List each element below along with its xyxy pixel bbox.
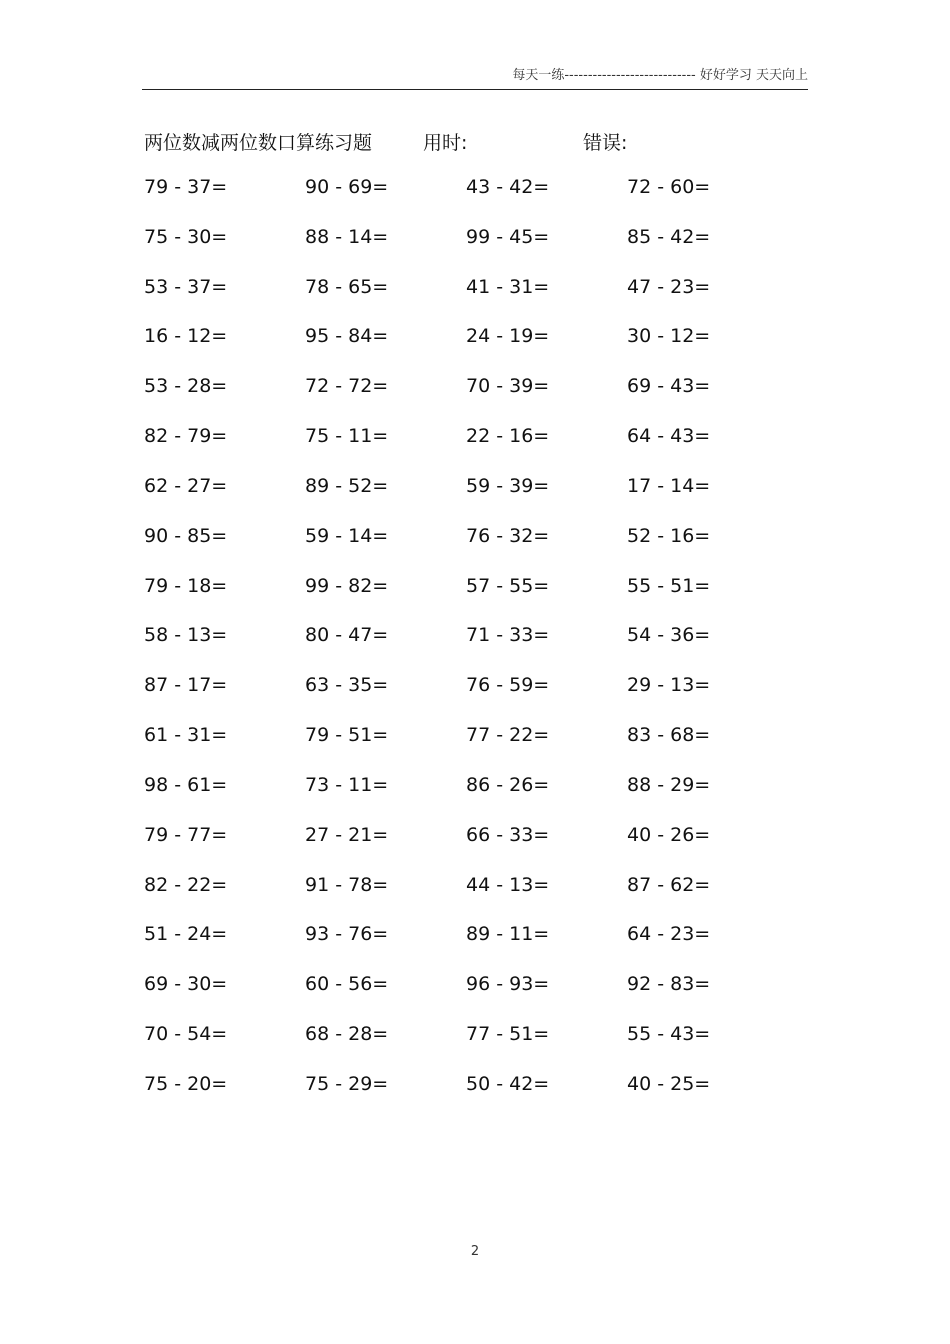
- problem-item: 63 - 35=: [305, 674, 389, 697]
- problem-row: [0, 824, 950, 874]
- page-header: [142, 64, 808, 88]
- errors-label: 错误:: [583, 132, 628, 154]
- problem-item: 70 - 54=: [144, 1023, 228, 1046]
- problem-item: 57 - 55=: [466, 574, 550, 597]
- problem-item: 75 - 11=: [305, 425, 389, 448]
- page-number: 2: [470, 1244, 480, 1259]
- problem-item: 43 - 42=: [466, 176, 550, 198]
- problem-item: 40 - 26=: [627, 823, 711, 846]
- problem-row: [0, 475, 950, 525]
- problem-item: 64 - 43=: [627, 425, 711, 448]
- problem-item: 76 - 59=: [466, 674, 550, 697]
- problem-item: 29 - 13=: [627, 674, 711, 697]
- problem-item: 59 - 14=: [305, 524, 389, 547]
- problem-item: 79 - 18=: [144, 574, 228, 597]
- problem-row: [0, 973, 950, 1023]
- problem-item: 66 - 33=: [466, 823, 550, 846]
- problem-item: 92 - 83=: [627, 973, 711, 996]
- problem-item: 99 - 45=: [466, 225, 550, 248]
- problem-row: [0, 724, 950, 774]
- problem-row: [0, 923, 950, 973]
- problem-item: 87 - 62=: [627, 873, 711, 896]
- problem-item: 64 - 23=: [627, 923, 711, 946]
- problem-grid: [0, 176, 950, 1123]
- problem-item: 55 - 51=: [627, 574, 711, 597]
- problem-item: 87 - 17=: [144, 674, 228, 697]
- problem-item: 40 - 25=: [627, 1072, 711, 1095]
- problem-item: 60 - 56=: [305, 973, 389, 996]
- problem-item: 30 - 12=: [627, 325, 711, 348]
- problem-item: 75 - 29=: [305, 1072, 389, 1095]
- problem-row: [0, 325, 950, 375]
- problem-row: [0, 276, 950, 326]
- problem-item: 85 - 42=: [627, 225, 711, 248]
- problem-item: 73 - 11=: [305, 773, 389, 796]
- problem-item: 70 - 39=: [466, 375, 550, 398]
- problem-item: 27 - 21=: [305, 823, 389, 846]
- problem-item: 76 - 32=: [466, 524, 550, 547]
- problem-item: 71 - 33=: [466, 624, 550, 647]
- problem-item: 90 - 85=: [144, 524, 228, 547]
- problem-item: 77 - 22=: [466, 724, 550, 747]
- problem-item: 83 - 68=: [627, 724, 711, 747]
- worksheet-title-row: [0, 128, 950, 158]
- problem-item: 17 - 14=: [627, 474, 711, 497]
- problem-row: [0, 1023, 950, 1073]
- problem-item: 51 - 24=: [144, 923, 228, 946]
- problem-item: 79 - 77=: [144, 823, 228, 846]
- problem-item: 77 - 51=: [466, 1023, 550, 1046]
- problem-item: 72 - 72=: [305, 375, 389, 398]
- problem-item: 59 - 39=: [466, 474, 550, 497]
- problem-item: 86 - 26=: [466, 773, 550, 796]
- problem-item: 79 - 51=: [305, 724, 389, 747]
- problem-item: 91 - 78=: [305, 873, 389, 896]
- problem-item: 89 - 52=: [305, 474, 389, 497]
- problem-item: 95 - 84=: [305, 325, 389, 348]
- problem-item: 98 - 61=: [144, 773, 228, 796]
- problem-item: 69 - 43=: [627, 375, 711, 398]
- problem-row: [0, 1073, 950, 1123]
- problem-item: 53 - 37=: [144, 275, 228, 298]
- problem-item: 75 - 20=: [144, 1072, 228, 1095]
- problem-item: 82 - 79=: [144, 425, 228, 448]
- problem-item: 24 - 19=: [466, 325, 550, 348]
- problem-item: 99 - 82=: [305, 574, 389, 597]
- problem-item: 69 - 30=: [144, 973, 228, 996]
- problem-row: [0, 674, 950, 724]
- problem-row: [0, 226, 950, 276]
- problem-item: 79 - 37=: [144, 176, 228, 198]
- problem-item: 61 - 31=: [144, 724, 228, 747]
- problem-row: [0, 874, 950, 924]
- time-label: 用时:: [423, 132, 468, 154]
- worksheet-title: 两位数减两位数口算练习题: [144, 132, 373, 154]
- problem-item: 47 - 23=: [627, 275, 711, 298]
- problem-item: 22 - 16=: [466, 425, 550, 448]
- problem-item: 90 - 69=: [305, 176, 389, 198]
- problem-row: [0, 575, 950, 625]
- problem-item: 96 - 93=: [466, 973, 550, 996]
- problem-row: [0, 624, 950, 674]
- problem-item: 52 - 16=: [627, 524, 711, 547]
- problem-item: 89 - 11=: [466, 923, 550, 946]
- problem-row: [0, 176, 950, 226]
- problem-item: 53 - 28=: [144, 375, 228, 398]
- problem-item: 88 - 29=: [627, 773, 711, 796]
- problem-item: 55 - 43=: [627, 1023, 711, 1046]
- problem-row: [0, 425, 950, 475]
- problem-item: 93 - 76=: [305, 923, 389, 946]
- header-right-text: 好好学习 天天向上: [699, 68, 808, 83]
- problem-item: 80 - 47=: [305, 624, 389, 647]
- problem-item: 88 - 14=: [305, 225, 389, 248]
- problem-row: [0, 525, 950, 575]
- problem-item: 82 - 22=: [144, 873, 228, 896]
- problem-item: 50 - 42=: [466, 1072, 550, 1095]
- header-left-text: 每天一练: [512, 68, 565, 83]
- problem-item: 44 - 13=: [466, 873, 550, 896]
- problem-row: [0, 774, 950, 824]
- problem-item: 54 - 36=: [627, 624, 711, 647]
- problem-row: [0, 375, 950, 425]
- problem-item: 68 - 28=: [305, 1023, 389, 1046]
- header-rule: [142, 89, 808, 90]
- problem-item: 58 - 13=: [144, 624, 228, 647]
- problem-item: 62 - 27=: [144, 474, 228, 497]
- problem-item: 41 - 31=: [466, 275, 550, 298]
- header-dashes: ----------------------------: [564, 68, 696, 83]
- problem-item: 78 - 65=: [305, 275, 389, 298]
- problem-item: 72 - 60=: [627, 176, 711, 198]
- problem-item: 75 - 30=: [144, 225, 228, 248]
- problem-item: 16 - 12=: [144, 325, 228, 348]
